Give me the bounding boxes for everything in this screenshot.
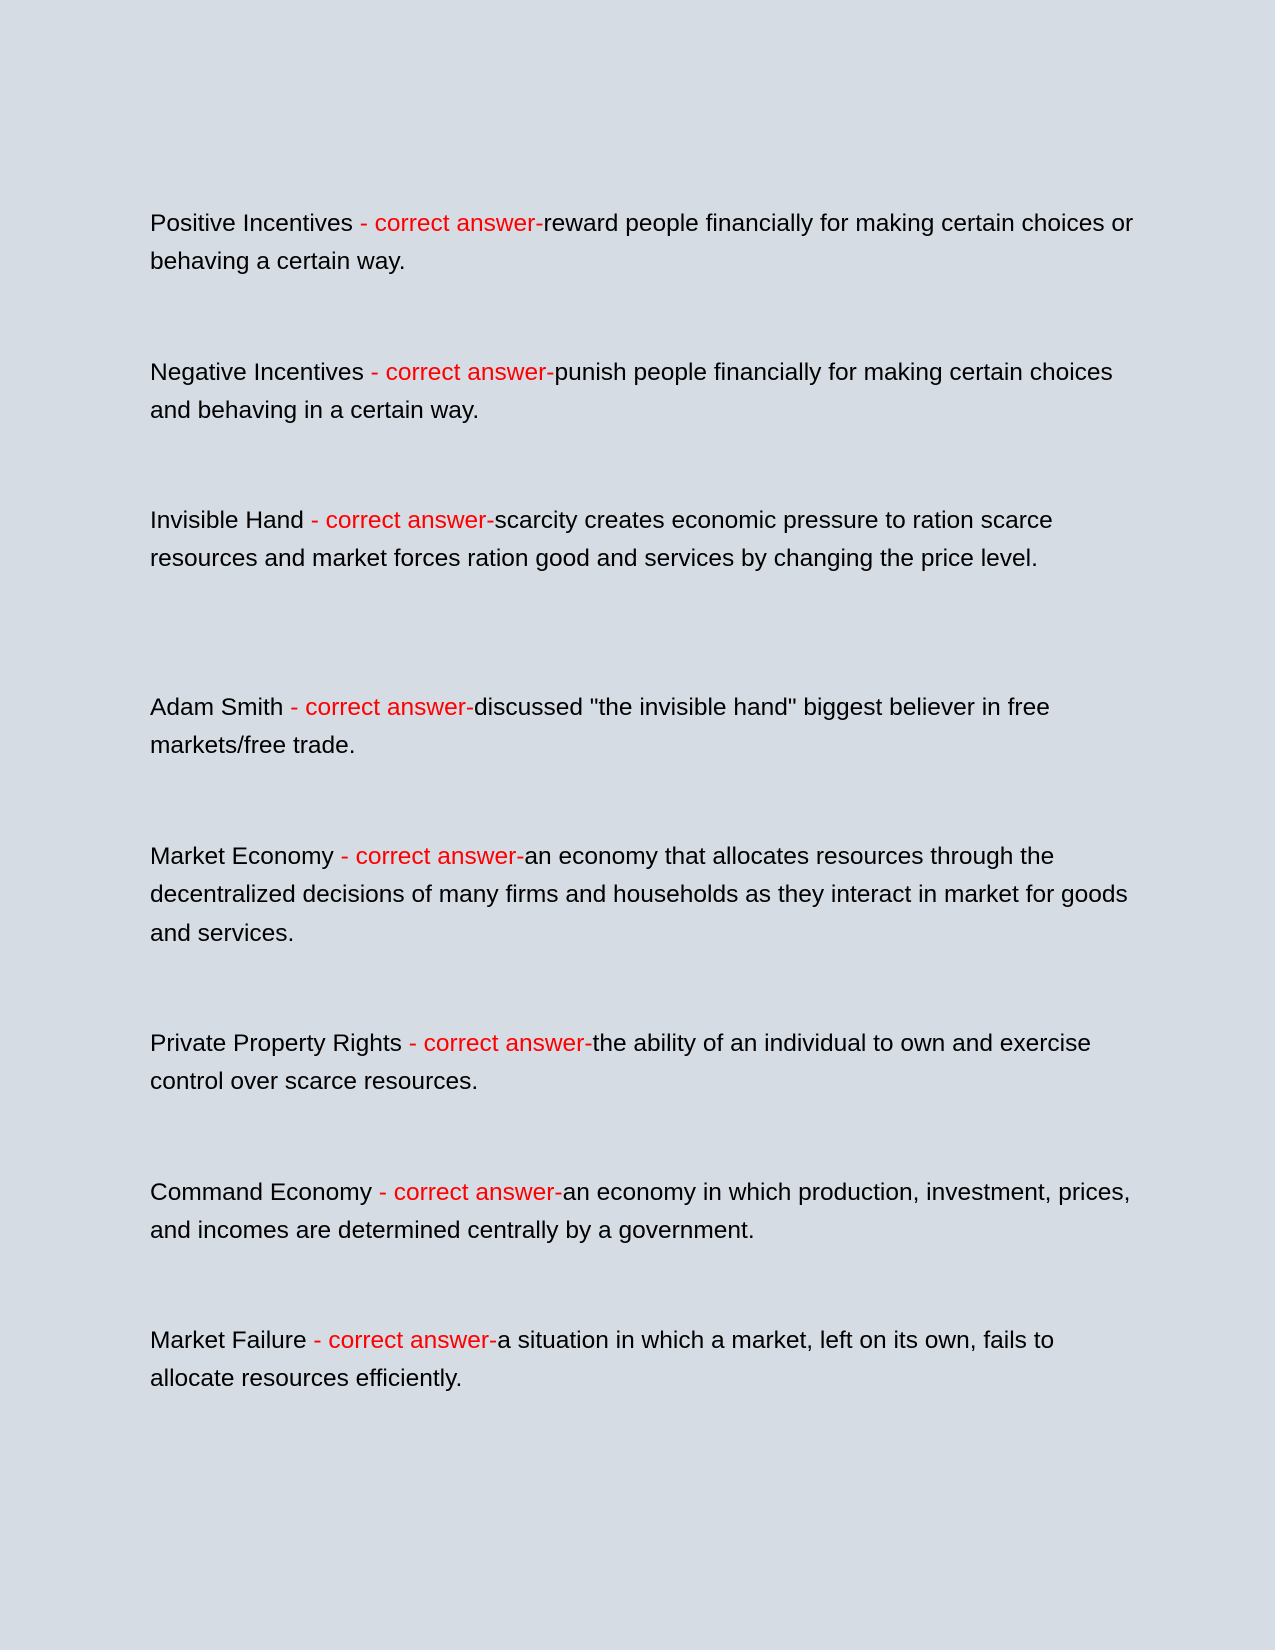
answer-separator: - correct answer-: [370, 359, 555, 386]
flashcard-entry-adam-smith: [150, 689, 1140, 766]
definition: reward people financially for making certain choices or behaving a certain way.: [150, 210, 1134, 276]
answer-separator: - correct answer-: [340, 843, 525, 870]
answer-separator: - correct answer-: [313, 1327, 498, 1354]
definition: scarcity creates economic pressure to ration scarce resources and market forces ration good and services by changing the price level.: [150, 507, 1053, 573]
answer-separator: - correct answer-: [408, 1030, 593, 1057]
term: Market Economy: [150, 843, 334, 870]
definition: discussed "the invisible hand" biggest believer in free markets/free trade.: [150, 694, 1050, 760]
answer-separator: - correct answer-: [290, 694, 475, 721]
flashcard-entry-private-property-rights: [150, 1025, 1140, 1102]
term: Market Failure: [150, 1327, 307, 1354]
definition: an economy that allocates resources through the decentralized decisions of many firms and households as they interact in market for goods and services.: [150, 843, 1128, 947]
definition: an economy in which production, investment, prices, and incomes are determined centrally by a government.: [150, 1179, 1131, 1245]
answer-separator: - correct answer-: [359, 210, 544, 237]
term: Negative Incentives: [150, 359, 364, 386]
term: Private Property Rights: [150, 1030, 402, 1057]
definition: a situation in which a market, left on its own, fails to allocate resources efficiently.: [150, 1327, 1055, 1393]
flashcard-entry-market-failure: [150, 1322, 1140, 1399]
flashcard-entry-negative-incentives: [150, 354, 1140, 431]
term: Adam Smith: [150, 694, 284, 721]
answer-separator: - correct answer-: [378, 1179, 563, 1206]
flashcard-entry-invisible-hand: [150, 502, 1140, 579]
term: Command Economy: [150, 1179, 372, 1206]
flashcard-entry-positive-incentives: [150, 205, 1140, 282]
flashcard-entry-command-economy: [150, 1174, 1140, 1251]
answer-separator: - correct answer-: [310, 507, 495, 534]
definition: punish people financially for making certain choices and behaving in a certain way.: [150, 359, 1113, 425]
term: Invisible Hand: [150, 507, 304, 534]
flashcard-entry-market-economy: [150, 838, 1140, 953]
definition: the ability of an individual to own and exercise control over scarce resources.: [150, 1030, 1091, 1096]
term: Positive Incentives: [150, 210, 353, 237]
